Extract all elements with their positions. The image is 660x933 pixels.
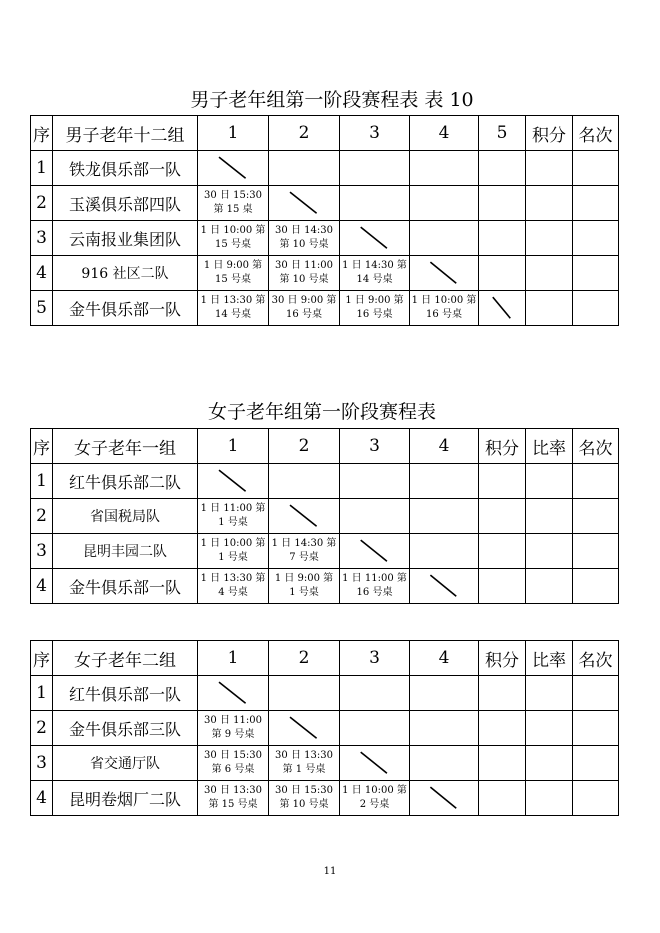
row-number: 3 bbox=[31, 221, 53, 256]
diagonal-slash-icon bbox=[340, 534, 409, 568]
empty-cell bbox=[479, 569, 526, 604]
team-name: 昆明卷烟厂二队 bbox=[53, 781, 198, 816]
empty-cell bbox=[479, 186, 526, 221]
match-text: 30 日 15:30 bbox=[204, 750, 262, 761]
match-cell bbox=[269, 221, 340, 256]
match-cell bbox=[269, 534, 340, 569]
diagonal-slash-icon bbox=[198, 151, 268, 185]
diagonal-slash-icon bbox=[479, 291, 525, 325]
match-text: 30 日 15:30 bbox=[275, 785, 333, 796]
self-match-diagonal bbox=[269, 499, 340, 534]
diagonal-slash-icon bbox=[410, 256, 478, 290]
match-text: 15 号桌 bbox=[215, 239, 251, 250]
header-cell: 序 bbox=[31, 116, 53, 151]
match-text: 第 10 号桌 bbox=[279, 274, 329, 285]
match-text: 30 日 13:30 bbox=[275, 750, 333, 761]
header-cell: 比率 bbox=[526, 429, 573, 464]
empty-cell bbox=[410, 499, 479, 534]
match-cell bbox=[198, 291, 269, 326]
empty-cell bbox=[526, 291, 573, 326]
row-number: 2 bbox=[31, 186, 53, 221]
header-cell: 比率 bbox=[526, 641, 573, 676]
match-text: 30 日 14:30 bbox=[275, 225, 333, 236]
empty-cell bbox=[526, 256, 573, 291]
team-name: 金牛俱乐部一队 bbox=[53, 291, 198, 326]
empty-cell bbox=[526, 781, 573, 816]
table-row bbox=[31, 711, 619, 746]
match-text: 1 日 10:00 第 bbox=[200, 225, 266, 236]
table-row bbox=[31, 781, 619, 816]
empty-cell bbox=[269, 151, 340, 186]
empty-cell bbox=[573, 464, 619, 499]
match-text: 7 号桌 bbox=[289, 552, 319, 563]
table-row bbox=[31, 256, 619, 291]
empty-cell bbox=[526, 221, 573, 256]
self-match-diagonal bbox=[479, 291, 526, 326]
header-cell: 1 bbox=[198, 641, 269, 676]
empty-cell bbox=[410, 711, 479, 746]
team-name: 省交通厅队 bbox=[53, 746, 198, 781]
row-number: 3 bbox=[31, 746, 53, 781]
match-text: 15 号桌 bbox=[215, 274, 251, 285]
empty-cell bbox=[479, 464, 526, 499]
table-row bbox=[31, 221, 619, 256]
match-text: 4 号桌 bbox=[218, 587, 248, 598]
empty-cell bbox=[410, 186, 479, 221]
match-cell bbox=[269, 569, 340, 604]
empty-cell bbox=[526, 746, 573, 781]
women-senior-group1-table bbox=[30, 428, 619, 604]
empty-cell bbox=[410, 676, 479, 711]
empty-cell bbox=[340, 499, 410, 534]
row-number: 4 bbox=[31, 256, 53, 291]
team-name: 昆明丰园二队 bbox=[53, 534, 198, 569]
self-match-diagonal bbox=[340, 534, 410, 569]
empty-cell bbox=[410, 534, 479, 569]
row-number: 4 bbox=[31, 781, 53, 816]
empty-cell bbox=[526, 534, 573, 569]
match-cell bbox=[340, 569, 410, 604]
match-text: 第 6 号桌 bbox=[211, 764, 255, 775]
empty-cell bbox=[526, 186, 573, 221]
empty-cell bbox=[526, 676, 573, 711]
table-row bbox=[31, 151, 619, 186]
empty-cell bbox=[573, 151, 619, 186]
match-text: 30 日 9:00 第 bbox=[271, 295, 337, 306]
diagonal-slash-icon bbox=[410, 569, 478, 603]
match-text: 2 号桌 bbox=[359, 799, 390, 810]
row-number: 3 bbox=[31, 534, 53, 569]
match-text: 第 1 号桌 bbox=[282, 764, 326, 775]
header-cell: 积分 bbox=[526, 116, 573, 151]
match-text: 1 号桌 bbox=[289, 587, 319, 598]
header-cell: 2 bbox=[269, 641, 340, 676]
empty-cell bbox=[340, 711, 410, 746]
empty-cell bbox=[573, 711, 619, 746]
match-text: 第 15 桌 bbox=[213, 204, 253, 215]
empty-cell bbox=[573, 746, 619, 781]
empty-cell bbox=[479, 676, 526, 711]
empty-cell bbox=[479, 151, 526, 186]
match-text: 1 日 10:00 第 bbox=[342, 785, 407, 796]
team-name: 916 社区二队 bbox=[53, 256, 198, 291]
men-senior-schedule-table bbox=[30, 115, 619, 326]
match-text: 1 日 9:00 第 bbox=[203, 260, 263, 271]
header-cell: 名次 bbox=[573, 641, 619, 676]
diagonal-slash-icon bbox=[198, 676, 268, 710]
header-row bbox=[31, 641, 619, 676]
match-text: 第 10 号桌 bbox=[279, 239, 329, 250]
match-cell bbox=[269, 256, 340, 291]
match-text: 第 10 号桌 bbox=[279, 799, 329, 810]
header-cell: 序 bbox=[31, 641, 53, 676]
empty-cell bbox=[269, 464, 340, 499]
match-text: 1 号桌 bbox=[218, 552, 248, 563]
empty-cell bbox=[526, 711, 573, 746]
header-cell: 3 bbox=[340, 429, 410, 464]
match-cell bbox=[198, 746, 269, 781]
page-number: 11 bbox=[323, 866, 337, 877]
match-text: 16 号桌 bbox=[356, 587, 393, 598]
empty-cell bbox=[340, 676, 410, 711]
empty-cell bbox=[526, 464, 573, 499]
self-match-diagonal bbox=[198, 464, 269, 499]
match-cell bbox=[340, 781, 410, 816]
self-match-diagonal bbox=[198, 676, 269, 711]
header-cell: 序 bbox=[31, 429, 53, 464]
team-name: 红牛俱乐部一队 bbox=[53, 676, 198, 711]
match-text: 1 日 9:00 第 bbox=[274, 573, 334, 584]
row-number: 1 bbox=[31, 464, 53, 499]
empty-cell bbox=[573, 291, 619, 326]
self-match-diagonal bbox=[269, 711, 340, 746]
table-row bbox=[31, 676, 619, 711]
row-number: 5 bbox=[31, 291, 53, 326]
header-cell: 女子老年一组 bbox=[53, 429, 198, 464]
header-cell: 4 bbox=[410, 116, 479, 151]
match-cell bbox=[198, 186, 269, 221]
header-row bbox=[31, 429, 619, 464]
empty-cell bbox=[573, 186, 619, 221]
empty-cell bbox=[410, 464, 479, 499]
match-cell bbox=[269, 746, 340, 781]
match-cell bbox=[198, 569, 269, 604]
header-cell: 男子老年十二组 bbox=[53, 116, 198, 151]
match-cell bbox=[410, 291, 479, 326]
team-name: 玉溪俱乐部四队 bbox=[53, 186, 198, 221]
empty-cell bbox=[573, 569, 619, 604]
women-senior-group2-table bbox=[30, 640, 619, 816]
row-number: 1 bbox=[31, 676, 53, 711]
self-match-diagonal bbox=[410, 781, 479, 816]
header-cell: 4 bbox=[410, 429, 479, 464]
match-cell bbox=[269, 781, 340, 816]
match-text: 第 15 号桌 bbox=[208, 799, 258, 810]
table-row bbox=[31, 746, 619, 781]
match-cell bbox=[269, 291, 340, 326]
empty-cell bbox=[573, 781, 619, 816]
empty-cell bbox=[410, 151, 479, 186]
diagonal-slash-icon bbox=[269, 711, 339, 745]
header-cell: 女子老年二组 bbox=[53, 641, 198, 676]
team-name: 云南报业集团队 bbox=[53, 221, 198, 256]
match-text: 30 日 11:00 bbox=[275, 260, 333, 271]
match-text: 16 号桌 bbox=[426, 309, 462, 320]
empty-cell bbox=[573, 499, 619, 534]
empty-cell bbox=[526, 499, 573, 534]
match-text: 16 号桌 bbox=[286, 309, 322, 320]
match-cell bbox=[198, 534, 269, 569]
empty-cell bbox=[573, 534, 619, 569]
match-text: 1 日 10:00 第 bbox=[411, 295, 477, 306]
header-cell: 2 bbox=[269, 116, 340, 151]
empty-cell bbox=[479, 781, 526, 816]
match-cell bbox=[340, 256, 410, 291]
table-row bbox=[31, 499, 619, 534]
team-name: 红牛俱乐部二队 bbox=[53, 464, 198, 499]
header-cell: 1 bbox=[198, 116, 269, 151]
match-text: 30 日 15:30 bbox=[204, 190, 262, 201]
match-text: 1 日 13:30 第 bbox=[200, 573, 266, 584]
match-cell bbox=[198, 256, 269, 291]
self-match-diagonal bbox=[410, 569, 479, 604]
match-cell bbox=[198, 499, 269, 534]
table2-title: 女子老年组第一阶段赛程表 bbox=[207, 401, 436, 423]
match-text: 第 9 号桌 bbox=[211, 729, 255, 740]
match-text: 1 日 14:30 第 bbox=[271, 538, 337, 549]
header-cell: 1 bbox=[198, 429, 269, 464]
match-text: 30 日 11:00 bbox=[204, 715, 262, 726]
team-name: 金牛俱乐部三队 bbox=[53, 711, 198, 746]
header-cell: 2 bbox=[269, 429, 340, 464]
table-row bbox=[31, 569, 619, 604]
row-number: 1 bbox=[31, 151, 53, 186]
empty-cell bbox=[340, 151, 410, 186]
header-cell: 3 bbox=[340, 641, 410, 676]
empty-cell bbox=[479, 499, 526, 534]
self-match-diagonal bbox=[340, 746, 410, 781]
self-match-diagonal bbox=[198, 151, 269, 186]
table-row bbox=[31, 186, 619, 221]
team-name: 金牛俱乐部一队 bbox=[53, 569, 198, 604]
match-cell bbox=[198, 221, 269, 256]
match-text: 30 日 13:30 bbox=[204, 785, 262, 796]
header-cell: 名次 bbox=[573, 116, 619, 151]
empty-cell bbox=[479, 746, 526, 781]
match-text: 1 日 14:30 第 bbox=[342, 260, 407, 271]
empty-cell bbox=[410, 746, 479, 781]
match-text: 1 日 9:00 第 bbox=[345, 295, 404, 306]
table-row bbox=[31, 291, 619, 326]
self-match-diagonal bbox=[269, 186, 340, 221]
match-cell bbox=[198, 781, 269, 816]
match-text: 1 日 10:00 第 bbox=[200, 538, 266, 549]
empty-cell bbox=[410, 221, 479, 256]
team-name: 省国税局队 bbox=[53, 499, 198, 534]
empty-cell bbox=[269, 676, 340, 711]
empty-cell bbox=[479, 534, 526, 569]
header-cell: 积分 bbox=[479, 641, 526, 676]
match-text: 16 号桌 bbox=[356, 309, 393, 320]
match-text: 1 日 11:00 第 bbox=[200, 503, 266, 514]
empty-cell bbox=[479, 256, 526, 291]
diagonal-slash-icon bbox=[269, 186, 339, 220]
diagonal-slash-icon bbox=[269, 499, 339, 533]
header-cell: 积分 bbox=[479, 429, 526, 464]
match-text: 1 日 11:00 第 bbox=[342, 573, 407, 584]
self-match-diagonal bbox=[410, 256, 479, 291]
self-match-diagonal bbox=[340, 221, 410, 256]
match-text: 14 号桌 bbox=[215, 309, 251, 320]
empty-cell bbox=[573, 676, 619, 711]
empty-cell bbox=[340, 186, 410, 221]
diagonal-slash-icon bbox=[410, 781, 478, 815]
diagonal-slash-icon bbox=[340, 221, 409, 255]
header-cell: 5 bbox=[479, 116, 526, 151]
team-name: 铁龙俱乐部一队 bbox=[53, 151, 198, 186]
diagonal-slash-icon bbox=[198, 464, 268, 498]
empty-cell bbox=[479, 221, 526, 256]
empty-cell bbox=[479, 711, 526, 746]
empty-cell bbox=[573, 256, 619, 291]
match-cell bbox=[340, 291, 410, 326]
table-row bbox=[31, 534, 619, 569]
row-number: 2 bbox=[31, 499, 53, 534]
row-number: 2 bbox=[31, 711, 53, 746]
header-cell: 3 bbox=[340, 116, 410, 151]
empty-cell bbox=[573, 221, 619, 256]
empty-cell bbox=[340, 464, 410, 499]
match-cell bbox=[198, 711, 269, 746]
header-cell: 名次 bbox=[573, 429, 619, 464]
match-text: 1 号桌 bbox=[218, 517, 248, 528]
empty-cell bbox=[526, 569, 573, 604]
empty-cell bbox=[526, 151, 573, 186]
table1-title: 男子老年组第一阶段赛程表 表 10 bbox=[190, 89, 474, 111]
header-row bbox=[31, 116, 619, 151]
match-text: 1 日 13:30 第 bbox=[200, 295, 266, 306]
diagonal-slash-icon bbox=[340, 746, 409, 780]
table-row bbox=[31, 464, 619, 499]
row-number: 4 bbox=[31, 569, 53, 604]
match-text: 14 号桌 bbox=[356, 274, 393, 285]
header-cell: 4 bbox=[410, 641, 479, 676]
